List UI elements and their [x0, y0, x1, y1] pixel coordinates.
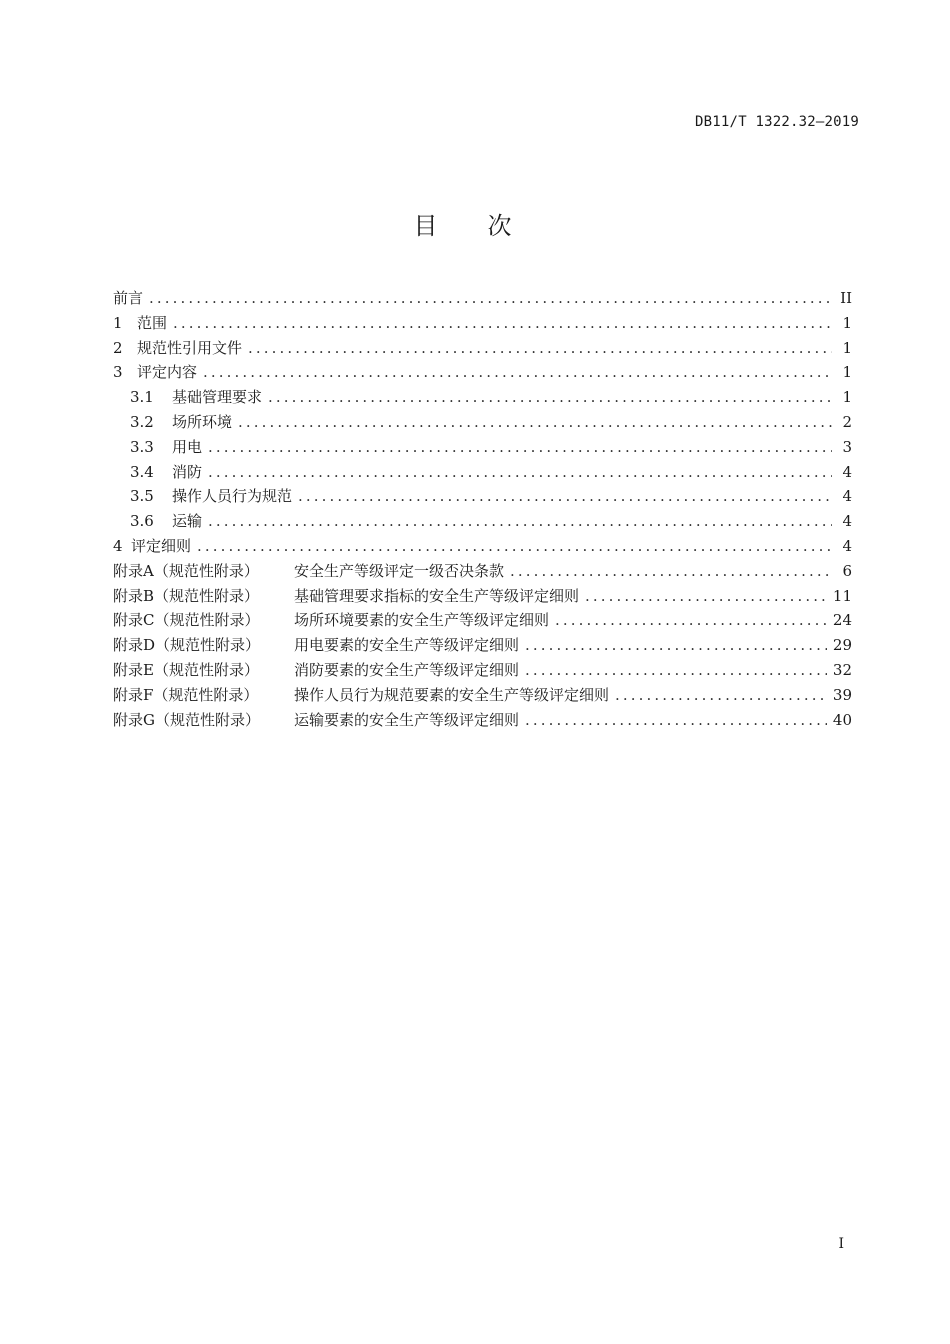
toc-entry-number: 3.2	[130, 412, 154, 431]
toc-leader-dots	[208, 460, 832, 485]
toc-leader-dots	[585, 584, 827, 609]
toc-entry-page: 1	[842, 338, 852, 357]
toc-leader-dots	[197, 534, 832, 559]
toc-entry-label: 范围	[137, 313, 168, 332]
toc-entry-foreword[interactable]	[113, 286, 852, 311]
toc-entry-normative-references[interactable]	[113, 336, 852, 361]
toc-entry-number: 3.5	[130, 487, 154, 506]
toc-entry-basic-management[interactable]	[113, 385, 852, 410]
toc-entry-label: 评定细则	[131, 536, 192, 555]
toc-entry-appendix-d[interactable]	[113, 633, 852, 658]
toc-entry-site-environment[interactable]	[113, 410, 852, 435]
toc-entry-page: II	[840, 289, 852, 307]
toc-leader-dots	[525, 633, 827, 658]
toc-entry-label: 消防	[172, 462, 203, 481]
toc-entry-appendix-c[interactable]	[113, 608, 852, 633]
toc-entry-page: 4	[842, 462, 852, 481]
toc-entry-label: 安全生产等级评定一级否决条款	[294, 561, 505, 580]
table-of-contents	[113, 286, 852, 732]
toc-leader-dots	[248, 336, 832, 361]
toc-leader-dots	[173, 311, 832, 336]
toc-entry-label: 运输要素的安全生产等级评定细则	[294, 710, 520, 729]
toc-leader-dots	[268, 385, 832, 410]
toc-entry-page: 2	[842, 412, 852, 431]
toc-entry-number: 4	[113, 536, 123, 555]
toc-entry-appendix-e[interactable]	[113, 658, 852, 683]
toc-entry-label: 运输	[172, 512, 203, 531]
page-number: I	[838, 1236, 844, 1252]
toc-entry-page: 6	[842, 561, 852, 580]
toc-leader-dots	[208, 509, 832, 534]
toc-leader-dots	[238, 410, 832, 435]
toc-leader-dots	[208, 435, 832, 460]
toc-entry-page: 1	[842, 363, 852, 382]
toc-entry-appendix-g[interactable]	[113, 708, 852, 733]
toc-entry-page: 4	[842, 487, 852, 506]
toc-entry-page: 39	[832, 685, 852, 704]
toc-entry-number: 3.4	[130, 462, 154, 481]
toc-appendix-tag: 附录E（规范性附录）	[113, 660, 259, 679]
toc-entry-label: 前言	[113, 289, 144, 307]
toc-leader-dots	[555, 608, 827, 633]
toc-entry-assessment-content[interactable]	[113, 360, 852, 385]
toc-entry-appendix-f[interactable]	[113, 683, 852, 708]
toc-entry-page: 4	[842, 536, 852, 555]
toc-entry-page: 40	[832, 710, 852, 729]
toc-appendix-tag: 附录B（规范性附录）	[113, 586, 260, 605]
toc-entry-operator-behavior[interactable]	[113, 484, 852, 509]
toc-entry-number: 3.1	[130, 388, 154, 407]
toc-entry-page: 1	[842, 388, 852, 407]
toc-entry-label: 操作人员行为规范	[172, 487, 293, 506]
toc-entry-page: 1	[842, 313, 852, 332]
toc-appendix-tag: 附录A（规范性附录）	[113, 561, 259, 580]
toc-entry-transport[interactable]	[113, 509, 852, 534]
toc-entry-label: 消防要素的安全生产等级评定细则	[294, 660, 520, 679]
toc-leader-dots	[525, 708, 827, 733]
toc-entry-label: 评定内容	[137, 363, 198, 382]
toc-entry-appendix-b[interactable]	[113, 584, 852, 609]
toc-entry-number: 3	[113, 363, 123, 382]
toc-entry-number: 3.6	[130, 512, 154, 531]
toc-appendix-tag: 附录D（规范性附录）	[113, 636, 261, 655]
toc-leader-dots	[615, 683, 827, 708]
toc-entry-label: 用电	[172, 437, 203, 456]
toc-entry-label: 基础管理要求	[172, 388, 263, 407]
toc-entry-page: 3	[842, 437, 852, 456]
toc-entry-page: 32	[832, 660, 852, 679]
toc-entry-number: 1	[113, 313, 123, 332]
toc-leader-dots	[298, 484, 832, 509]
toc-entry-label: 场所环境要素的安全生产等级评定细则	[294, 611, 550, 630]
toc-entry-label: 规范性引用文件	[137, 338, 243, 357]
toc-leader-dots	[525, 658, 827, 683]
toc-entry-label: 基础管理要求指标的安全生产等级评定细则	[294, 586, 580, 605]
toc-entry-page: 4	[842, 512, 852, 531]
toc-entry-page: 24	[832, 611, 852, 630]
toc-entry-page: 29	[832, 636, 852, 655]
toc-entry-number: 2	[113, 338, 123, 357]
toc-leader-dots	[149, 286, 832, 311]
document-code: DB11/T 1322.32—2019	[695, 114, 859, 130]
toc-leader-dots	[203, 360, 832, 385]
toc-entry-label: 用电要素的安全生产等级评定细则	[294, 636, 520, 655]
toc-appendix-tag: 附录C（规范性附录）	[113, 611, 260, 630]
toc-leader-dots	[510, 559, 832, 584]
toc-appendix-tag: 附录G（规范性附录）	[113, 710, 260, 729]
toc-entry-label: 场所环境	[172, 412, 233, 431]
toc-entry-page: 11	[832, 586, 852, 605]
page-title: 目次	[413, 212, 562, 240]
toc-entry-number: 3.3	[130, 437, 154, 456]
toc-appendix-tag: 附录F（规范性附录）	[113, 685, 259, 704]
toc-entry-fire-protection[interactable]	[113, 460, 852, 485]
toc-entry-assessment-rules[interactable]	[113, 534, 852, 559]
toc-entry-scope[interactable]	[113, 311, 852, 336]
toc-entry-appendix-a[interactable]	[113, 559, 852, 584]
toc-entry-electricity[interactable]	[113, 435, 852, 460]
toc-entry-label: 操作人员行为规范要素的安全生产等级评定细则	[294, 685, 610, 704]
